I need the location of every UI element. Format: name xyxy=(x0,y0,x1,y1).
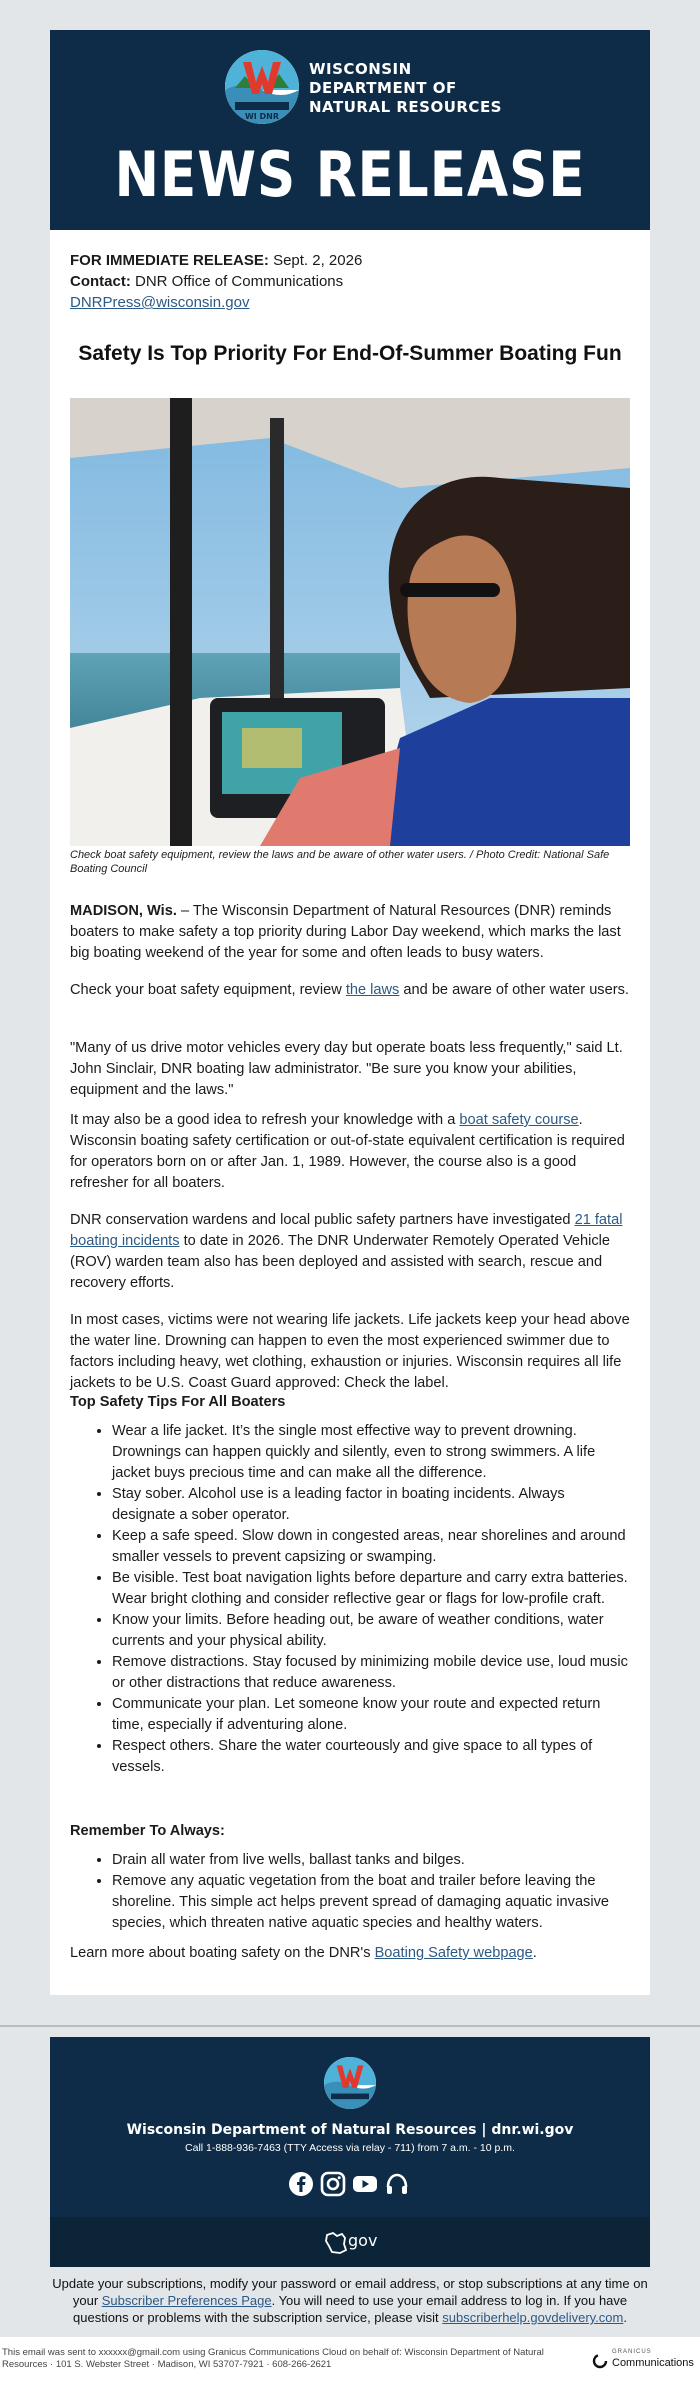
release-meta xyxy=(70,250,630,313)
footer-dnr-logo-icon[interactable] xyxy=(324,2057,376,2109)
email-sent-bar xyxy=(0,2337,700,2381)
fatal-incidents-link[interactable]: 21 fatal boating incidents xyxy=(70,1212,623,1249)
dateline: MADISON, Wis. xyxy=(70,903,177,919)
paragraph-4 xyxy=(70,1110,630,1194)
podcast-icon[interactable] xyxy=(384,2171,410,2197)
contact-label: Contact: xyxy=(70,273,131,290)
learn-more-before: Learn more about boating safety on the DNR's xyxy=(70,1945,375,1961)
social-links xyxy=(288,2171,412,2201)
tip-item: • Be visible. Test boat navigation lights before departure and carry extra batteries. Wear bright clothing and consider reflective gear or flags for low-profile craft. xyxy=(112,1568,630,1610)
instagram-icon[interactable] xyxy=(320,2171,346,2197)
paragraph-4-before: It may also be a good idea to refresh your knowledge with a xyxy=(70,1112,460,1128)
contact-line xyxy=(70,271,630,292)
email-sent-notice: This email was sent to xxxxxx@gmail.com using Granicus Communications Cloud on behalf of: Wisconsin Department of Natural Resources · 101 S. Webster Street · Madison, WI 53707-7921 · 608-266-2621 xyxy=(2,2347,544,2370)
tips-heading: Top Safety Tips For All Boaters xyxy=(70,1394,286,1410)
article-photo xyxy=(70,398,630,846)
subscriber-help-link[interactable]: subscriberhelp.govdelivery.com xyxy=(442,2310,624,2325)
granicus-icon xyxy=(592,2353,608,2369)
paragraph-1-text: – The Wisconsin Department of Natural Resources (DNR) reminds boaters to make safety a top priority during Labor Day weekend, which marks the last big boating weekend of the year for some and often leads to busy waters. xyxy=(70,903,621,961)
contact-value: DNR Office of Communications xyxy=(135,273,344,290)
immediate-release-line xyxy=(70,250,630,271)
banner-title: NEWS RELEASE xyxy=(114,138,586,211)
tip-item: • Respect others. Share the water courteously and give space to all types of vessels. xyxy=(112,1736,630,1778)
subscription-notice xyxy=(50,2275,650,2326)
granicus-logo[interactable] xyxy=(592,2349,696,2371)
granicus-small-text: GRANICUS xyxy=(612,2349,652,2355)
tip-item: • Remove distractions. Stay focused by minimizing mobile device use, loud music or other distractions that reduce awareness. xyxy=(112,1652,630,1694)
subs-line-end: . xyxy=(623,2310,627,2325)
article-headline: Safety Is Top Priority For End-Of-Summer Boating Fun xyxy=(78,342,622,365)
tips-list xyxy=(70,1421,630,1778)
granicus-big-text: Communications xyxy=(612,2357,694,2369)
boat-safety-course-link[interactable]: boat safety course xyxy=(459,1112,579,1128)
tip-item: • Communicate your plan. Let someone know your route and expected return time, especially if adventuring alone. xyxy=(112,1694,630,1736)
the-laws-link[interactable]: the laws xyxy=(345,982,400,998)
footer-org-line: Wisconsin Department of Natural Resources | dnr.wi.gov xyxy=(126,2122,574,2138)
remember-item: • Remove any aquatic vegetation from the boat and trailer before leaving the shoreline. This simple act helps prevent spread of damaging aquatic invasive species, which threaten native aquatic species and healthy waters. xyxy=(112,1871,630,1934)
wi-gov-logo[interactable] xyxy=(324,2229,384,2257)
article-card xyxy=(50,230,650,1995)
immediate-release-label: FOR IMMEDIATE RELEASE: xyxy=(70,252,269,269)
gov-logo-text: gov xyxy=(348,2231,378,2250)
remember-item: • Drain all water from live wells, ballast tanks and bilges. xyxy=(112,1850,630,1871)
youtube-icon[interactable] xyxy=(352,2171,378,2197)
paragraph-2-after: and be aware of other water users. xyxy=(399,982,629,998)
boating-safety-webpage-link[interactable]: Boating Safety webpage xyxy=(374,1945,533,1961)
paragraph-dateline xyxy=(70,901,630,964)
footer-divider xyxy=(0,2025,700,2027)
paragraph-2 xyxy=(70,980,630,1001)
photo-caption: Check boat safety equipment, review the laws and be aware of other water users. / Photo Credit: National Safe Boating Council xyxy=(70,849,610,875)
wisconsin-state-icon xyxy=(324,2231,350,2255)
contact-email-line xyxy=(70,292,630,313)
tip-item: • Keep a safe speed. Slow down in congested areas, near shorelines and around smaller vessels to prevent capsizing or swamping. xyxy=(112,1526,630,1568)
remember-heading: Remember To Always: xyxy=(70,1823,225,1839)
facebook-icon[interactable] xyxy=(288,2171,314,2197)
tip-item: • Know your limits. Before heading out, be aware of weather conditions, water currents and your physical ability. xyxy=(112,1610,630,1652)
learn-more-paragraph xyxy=(70,1943,630,1964)
paragraph-2-before: Check your boat safety equipment, review xyxy=(70,982,346,998)
learn-more-after: . xyxy=(532,1945,537,1961)
news-release-header xyxy=(50,30,650,230)
subscriber-preferences-link[interactable]: Subscriber Preferences Page xyxy=(101,2293,272,2308)
footer-gov-band xyxy=(50,2217,650,2267)
subs-line-before: Update your subscriptions, modify your password or email address, or stop subscriptions at any time on your xyxy=(52,2276,648,2308)
paragraph-5-after: to date in 2026. The DNR Underwater Remotely Operated Vehicle (ROV) warden team also has been deployed and assisted with search, rescue and recovery efforts. xyxy=(70,1233,611,1291)
logo-badge-text: WI DNR xyxy=(244,112,280,121)
release-date: Sept. 2, 2026 xyxy=(273,252,363,269)
footer xyxy=(50,2037,650,2267)
logo-line-3: NATURAL RESOURCES xyxy=(309,98,502,116)
footer-phone-line: Call 1-888-936-7463 (TTY Access via relay - 711) from 7 a.m. - 10 p.m. xyxy=(185,2142,515,2154)
logo-line-1: WISCONSIN xyxy=(309,60,412,78)
logo-wordmark xyxy=(309,60,502,117)
tip-item: • Stay sober. Alcohol use is a leading factor in boating incidents. Always designate a sober operator. xyxy=(112,1484,630,1526)
paragraph-6: In most cases, victims were not wearing life jackets. Life jackets keep your head above the water line. Drowning can happen to even the most experienced swimmer due to factors including heavy, wet clothing, exhaustion or injuries. Wisconsin requires all life jackets to be U.S. Coast Guard approved: Check the label. xyxy=(70,1312,630,1391)
paragraph-3: "Many of us drive motor vehicles every day but operate boats less frequently," said Lt. John Sinclair, DNR boating law administrator. "Be sure you know your abilities, equipment and the laws." xyxy=(70,1040,623,1098)
dnr-badge-icon xyxy=(225,50,299,124)
contact-email-link[interactable]: DNRPress@wisconsin.gov xyxy=(70,294,250,311)
subs-line-middle: . You will need to use your email address to log in. If you have questions or problems with the subscription service, please visit xyxy=(73,2293,628,2325)
logo-line-2: DEPARTMENT OF xyxy=(309,79,457,97)
paragraph-5 xyxy=(70,1210,630,1294)
dnr-logo[interactable] xyxy=(225,50,502,124)
remember-list xyxy=(70,1850,630,1934)
paragraph-5-before: DNR conservation wardens and local public safety partners have investigated xyxy=(70,1212,575,1228)
paragraph-4-after: . Wisconsin boating safety certification or out-of-state equivalent certification is required for operators born on or after Jan. 1, 1989. However, the course also is a good refresher for all boaters. xyxy=(70,1112,625,1191)
tip-item: • Wear a life jacket. It’s the single most effective way to prevent drowning. Drownings can happen quickly and silently, even to strong swimmers. A life jacket buys precious time and can make all the difference. xyxy=(112,1421,630,1484)
